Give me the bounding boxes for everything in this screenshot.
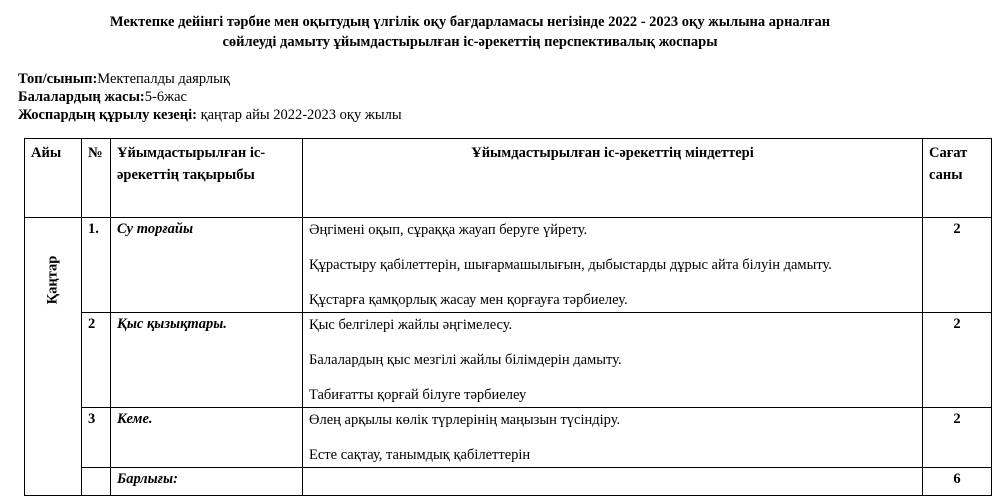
group-label: Топ/сынып: [18,71,98,87]
task-item: Құрастыру қабілеттерін, шығармашылығын, дыбыстарды дұрыс айта білуін дамыту. [309,257,832,273]
age-label: Балалардың жасы: [18,89,145,105]
row-tasks [303,313,923,408]
row-tasks [303,408,923,468]
plan-table [24,138,992,496]
row-number: 3 [82,408,111,468]
row-tasks [303,218,923,313]
document-title [0,12,940,52]
total-number-cell [82,468,111,496]
total-row [25,468,992,496]
row-number: 2 [82,313,111,408]
table-header-row [25,139,992,218]
task-item: Табиғатты қорғай білуге тәрбиелеу [309,387,527,403]
task-item: Қыс белгілері жайлы әңгімелесу. [309,317,513,333]
total-label: Барлығы: [111,468,303,496]
header-tasks: Ұйымдастырылған іс-әрекеттің міндеттері [303,139,923,218]
row-hours: 2 [923,408,992,468]
row-topic: Су торғайы [111,218,303,313]
task-item: Есте сақтау, танымдық қабілеттерін [309,447,531,463]
task-item: Әңгімені оқып, сұраққа жауап беруге үйрету. [309,222,588,238]
month-cell [25,218,82,496]
row-hours: 2 [923,218,992,313]
table-row [25,313,992,408]
header-number: № [82,139,111,218]
age-value: 5-6жас [144,89,187,105]
group-value: Мектепалды даярлық [97,71,230,87]
table-row [25,218,992,313]
table-row [25,408,992,468]
period-value: қаңтар айы 2022-2023 оқу жылы [196,107,402,123]
task-item: Балалардың қыс мезгілі жайлы білімдерін дамыту. [309,352,622,368]
total-hours: 6 [923,468,992,496]
period-info [18,106,402,124]
task-item: Құстарға қамқорлық жасау мен қорғауға тәрбиелеу. [309,292,628,308]
group-info [18,70,230,88]
period-label: Жоспардың құрылу кезеңі: [18,107,197,123]
total-tasks-cell [303,468,923,496]
row-hours: 2 [923,313,992,408]
month-label: Қаңтар [44,255,61,305]
header-month: Айы [25,139,82,218]
row-topic: Кеме. [111,408,303,468]
title-line-1: Мектепке дейінгі тәрбие мен оқытудың үлгілік оқу бағдарламасы негізінде 2022 - 2023 оқу жылына арналған [109,14,831,30]
header-topic: Ұйымдастырылған іс-әрекеттің тақырыбы [111,139,303,218]
row-topic: Қыс қызықтары. [111,313,303,408]
header-hours: Сағат саны [923,139,992,218]
row-number: 1. [82,218,111,313]
age-info [18,88,187,106]
task-item: Өлең арқылы көлік түрлерінің маңызын түсіндіру. [309,412,621,428]
title-line-2: сөйлеуді дамыту ұйымдастырылған іс-әрекеттің перспективалық жоспары [222,34,718,50]
